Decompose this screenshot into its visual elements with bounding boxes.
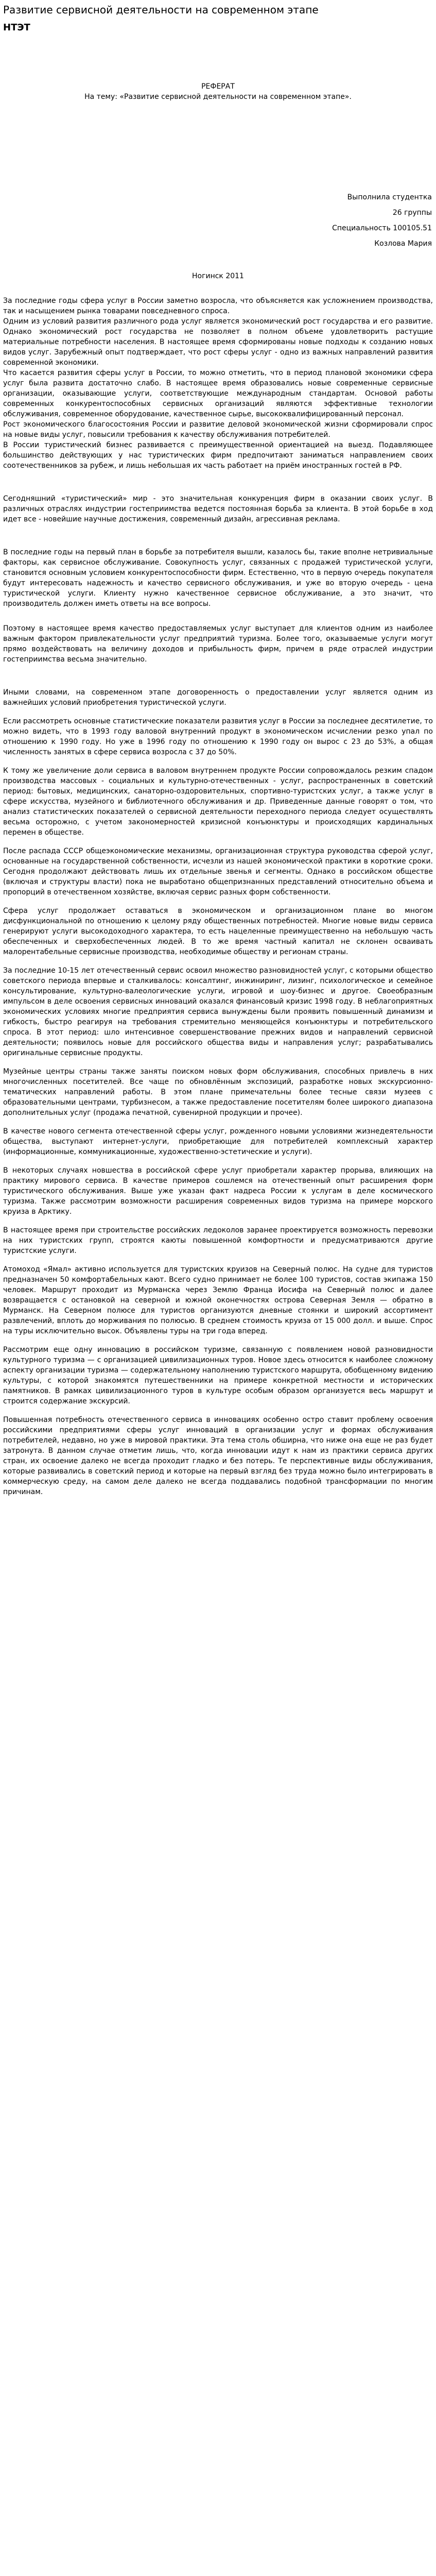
organization-label: НТЭТ — [3, 22, 30, 33]
author-name: Козлова Мария — [374, 240, 432, 248]
paragraph: В качестве нового сегмента отечественной сферы услуг, рожденного новыми условиями жизнедеятельности общества, выступают интернет-услуги, приобретающие для потребителей комплексный характер (информационные, коммуникационные, художественно-эстетические и услуги). — [3, 1127, 433, 1156]
paragraph: Если рассмотреть основные статистические показатели развития услуг в России за последнее десятилетие, то можно видеть, что в 1993 году валовой внутренний продукт в экономическом исчислении резко упал по отношению к 1990 году. Но уже в 1996 году по отношению к 1990 году он вырос с 23 до 53%, а общая численность занятых в сфере сервиса возросла с 37 до 50%. — [3, 717, 433, 756]
document-page — [0, 3, 436, 2576]
author-group: 26 группы — [392, 209, 432, 217]
document-body — [3, 296, 433, 1497]
paragraph: Повышенная потребность отечественного сервиса в инновациях особенно остро ставит проблему освоения российскими предприятиями сферы услуг инноваций в организации услуг и формах обслуживания потребителей, недавно, но уже в мировой практики. Эта тема столь обширна, что ниже она еще не раз будет затронута. В данном случае отметим лишь, что, когда инновации идут к нам из практики сервиса других стран, их освоение далеко не всегда проходит гладко и без потерь. Те перспективные виды обслуживания, которые развивались в советский период и которые на первый взгляд без труда можно было интегрировать в коммерческую среду, на самом деле далеко не всегда поддавались подобной трансформации по многим причинам. — [3, 1416, 433, 1496]
paragraph: В последние годы на первый план в борьбе за потребителя вышли, казалось бы, такие вполне нетривиальные факторы, как сервисное обслуживание. Совокупность услуг, связанных с продажей туристической услуги, становится основным условием конкурентоспособности фирм. Естественно, что в первую очередь покупателя будут интересовать надежность и качество сервисного обслуживания, и уже во вторую очередь - цена туристической услуги. Клиенту нужно качественное сервисное обслуживание, а это значит, что производитель должен иметь ответы на все вопросы. — [3, 548, 433, 608]
paragraph: После распада СССР общеэкономические механизмы, организационная структура руководства сферой услуг, основанные на государственной собственности, исчезли из нашей экономической практики в короткие сроки. Сегодня продолжают действовать лишь их отдельные звенья и сегменты. Однако в российском обществе (включая и структуры власти) пока не выработано общепризнанных представлений относительно объема и пропорций в отечественном хозяйстве, включая сервис разных форм собственности. — [3, 847, 433, 896]
document-title: Развитие сервисной деятельности на современном этапе — [3, 4, 319, 16]
paragraph: Поэтому в настоящее время качество предоставляемых услуг выступает для клиентов одним из наиболее важным фактором привлекательности услуг предприятий туризма. Более того, оказываемые услуги могут прямо воздействовать на величину доходов и прибыльность фирм, причем в ряде отраслей индустрии гостеприимства весьма значительно. — [3, 624, 433, 664]
essay-label: РЕФЕРАТ — [201, 82, 235, 91]
essay-topic: На тему: «Развитие сервисной деятельности на современном этапе». — [84, 93, 352, 101]
paragraph: Что касается развития сферы услуг в России, то можно отметить, что в период плановой экономики сфера услуг была развита достаточно слабо. В настоящее время образовались новые современные сервисные организации, оказывающие услуги, соответствующие международным стандартам. Основой работы современных конкурентоспособных сервисных организаций являются эффективные технологии обслуживания, современное оборудование, качественное сырье, высококвалифицированный персонал. — [3, 369, 433, 418]
paragraph: За последние годы сфера услуг в России заметно возросла, что объясняется как усложнением производства, так и насыщением рынка товарами повседневного спроса. — [3, 297, 433, 315]
paragraph: В настоящее время при строительстве российских ледоколов заранее проектируется возможность перевозки на них туристских групп, строятся каюты повышенной комфортности и предусматриваются другие туристские услуги. — [3, 1226, 433, 1255]
paragraph: Сфера услуг продолжает оставаться в экономическом и организационном плане во многом дисфункциональной по отношению к целому ряду общественных потребностей. Многие новые виды сервиса генерируют услуги высокодоходного характера, то есть нацеленные преимущественно на небольшую часть обеспеченных и сверхобеспеченных людей. В то же время частный капитал не склонен осваивать малорентабельные сервисные производства, необходимые обществу и регионам страны. — [3, 907, 433, 956]
paragraph: В России туристический бизнес развивается с преимущественной ориентацией на выезд. Подавляющее большинство действующих у нас туристических фирм предпочитают заниматься направлением своих соотечественников за рубеж, и лишь небольшая их часть работает на приём иностранных гостей в РФ. — [3, 441, 433, 470]
paragraph: Одним из условий развития различного рода услуг является экономический рост государства и его развитие. Однако экономический рост государства не позволяет в полном объеме удовлетворить растущие материальные потребности населения. В настоящее время сформированы новые подходы к созданию новых видов услуг. Зарубежный опыт подтверждает, что рост сферы услуг - одно из важных направлений развития современной экономики. — [3, 317, 433, 367]
city-year: Ногинск 2011 — [192, 272, 244, 280]
author-role: Выполнила студентка — [347, 193, 432, 201]
paragraph: В некоторых случаях новшества в российской сфере услуг приобретали характер прорыва, влияющих на практику мирового сервиса. В качестве примеров сошлемся на отечественный опыт расширения форм туристического обслуживания. Выше уже указан факт надреса России к услугам в деле космического туризма. Также рассмотрим возможности расширения современных видов туризма на примере морского круиза в Арктику. — [3, 1166, 433, 1216]
paragraph: За последние 10-15 лет отечественный сервис освоил множество разновидностей услуг, с которыми общество советского периода впервые и сталкивалось: консалтинг, инжиниринг, лизинг, психологическое и семейное консультирование, культурно-валеологические услуги, игровой и шоу-бизнес и другое. Своеобразным импульсом в деле освоения сервисных инноваций оказался финансовый кризис 1998 году. В неблагоприятных экономических условиях многие предприятия сервиса вынуждены были проявить повышенный динамизм и гибкость, быстро реагируя на требования стремительно меняющейся конъюнктуры и потребительского спроса. В этот период: шло интенсивное совершенствование прежних видов и направлений сервисной деятельности; появилось новые для российского общества виды и направления услуг; разрабатывались оригинальные сервисные продукты. — [3, 967, 433, 1057]
author-specialty: Специальность 100105.51 — [332, 224, 432, 232]
paragraph: Атомоход «Ямал» активно используется для туристских круизов на Северный полюс. На судне для туристов предназначен 50 комфортабельных кают. Всего судно принимает не более 100 туристов, состав экипажа 150 человек. Маршрут проходит из Мурманска через Землю Франца Иосифа на Северный полюс и далее возвращается с остановкой на северной и южной оконечностях острова Северная Земля — обратно в Мурманск. На Северном полюсе для туристов организуются дневные стоянки и широкий ассортимент развлечений, вплоть до морживания по полюсью. В среднем стоимость круиза от 15 000 долл. и выше. Спрос на туры исключительно высок. Объявлены туры на три года вперед. — [3, 1265, 433, 1335]
paragraph: Музейные центры страны также заняты поиском новых форм обслуживания, способных привлечь в них многочисленных посетителей. Все чаще по обновлённым экспозиций, разработке новых экскурсионно-тематических направлений работы. В этом плане примечательны более тесные связи музеев с образовательными центрами, турбизнесом, а также предоставление посетителям более широкого диапазона дополнительных услуг (продажа печатной, сувенирной продукции и прочее). — [3, 1067, 433, 1117]
author-signature-block — [3, 190, 433, 251]
paragraph: Иными словами, на современном этапе договоренность о предоставлении услуг является одним из важнейших условий приобретения туристической услуги. — [3, 688, 433, 707]
paragraph: Сегодняшний «туристический» мир - это значительная конкуренция фирм в оказании своих услуг. В различных отраслях индустрии гостеприимства ведется постоянная борьба за клиента. В этой борьбе в ход идет все - новейшие научные достижения, современный дизайн, агрессивная реклама. — [3, 495, 433, 523]
paragraph: Рассмотрим еще одну инновацию в российском туризме, связанную с появлением новой разновидности культурного туризма — с организацией цивилизационных туров. Новое здесь относится к наиболее сложному аспекту организации туризма — содержательному наполнению туристского маршрута, обобщенному видению культуры, с которой знакомятся путешественники на примере конкретной местности и исторических памятников. В рамках цивилизационного туров в культуре особым образом организуется весь маршрут и строится содержание экскурсий. — [3, 1346, 433, 1405]
paragraph: К тому же увеличение доли сервиса в валовом внутреннем продукте России сопровождалось резким спадом производства массовых - социальных и культурно-отечественных - услуг, распространенных в советский период: бытовых, медицинских, санаторно-оздоровительных, спортивно-туристских услуг, а также услуг в сфере искусства, музейного и библиотечного обслуживания и др. Приведенные данные говорят о том, что анализ статистических показателей о сервисной деятельности переходного периода следует осуществлять весьма осторожно, с учетом закономерностей кризисной конъюнктуры и происходящих кардинальных перемен в обществе. — [3, 767, 433, 837]
paragraph: Рост экономического благосостояния России и развитие деловой экономической жизни сформировали спрос на новые виды услуг, повысили требования к качеству обслуживания потребителей. — [3, 420, 433, 439]
